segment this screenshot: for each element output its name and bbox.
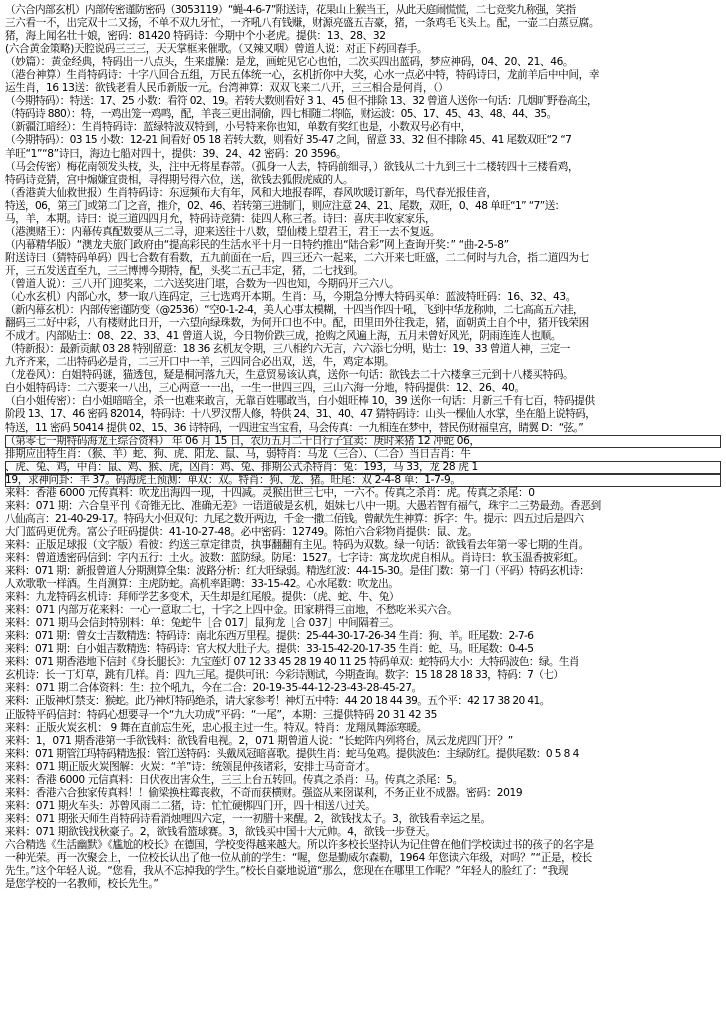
bulletin-line: 来料：071 期香港地下信封《身长腿长》：九宝莲灯 07 12 33 45 28 19 40 11 25 特码单双：蛇特码大小：大特码波色：绿。生肖 [5, 656, 579, 669]
bulletin-line: （今期特码）：03 15 小数：12-21 间看好 05 18 若转大数，则看好 35-47 之间，留意 33、32 但不排除 45、41 尾数双旺“2 “7 [5, 134, 572, 147]
bulletin-line: 马，羊，本期。诗曰：说三道四四月允，特码诗竞猜：徒四人称三者。诗曰：喜庆丰收家家乐， [5, 212, 436, 225]
bulletin-line: 翻码三二好中彩，八有楼财此日开，一六望向绿珠数，为何开口也不中。配，田里田外往我走，猪，面朝黄土自个中，猪开钱荣困 [5, 317, 589, 330]
bulletin-line: 来料：071 期马会信封特别料：单：兔蛇牛［合 017］鼠狗龙［合 037］中间隔着三。 [5, 617, 400, 630]
bulletin-line: 运生肖，16 13送：欲钱老看人民币新版一元。台湾神算：双双飞来二八开，三三相合是何肖，（） [5, 82, 449, 95]
bulletin-line: 六合精选《生活幽默》《尴尬的校长》在德国，学校变得越来越大。所以许多校长坚持认为记住曾在他们学校读过书的孩子的名字是 [5, 839, 594, 851]
bulletin-line: 来料：071 期正版火炭图解：火炭：“羊”诗：统领昆仲孩诸彩，安排士马奇奇才。 [5, 760, 376, 773]
bulletin-line: （特新报）：最新贡献 03 28 特别留意：18 36 玄机友令期，三八相约六无言，六六添七分明，贴士：19、33 曾道人神，三定一 [5, 343, 570, 356]
bulletin-line: 特送，11 密码 50414 提供 02、15、36 诗特码，一四进宝当宝看，马会传真：一九相连在梦中，替民伤财福皇宫，睛翼 D：“弦。” [5, 421, 584, 434]
bulletin-line: （特码诗 880）：特，一鸡出笼一鸡鸣，配，羊丧三更出洞偷，四七相随二将临，财运波：05、17、45、43、48、44、35。 [5, 108, 557, 121]
bulletin-line: （六合内部玄机）内部传密谨防密码（3053119）“蝇-4-6-7”附送诗，花果山上猴当王，从此天庭闹慌慌，二七竞奖九称强，笑指 [5, 4, 576, 16]
bulletin-line: 来料：正版火炭玄机： 9 舞在直前忘生死，忠心报主过一生。特双。特肖：龙翔凤舞添寒暖。 [5, 721, 428, 734]
bulletin-line: 附送诗曰（猜特码单码）四七合数有看数，五九前面在一后，四三还六一起来，二六开来七旺盛，二二何时与九合，指二道四为七 [5, 251, 589, 264]
bulletin-line: 先生。”这个年轻人说。“您看，我从不忘掉我的学生。”校长自豪地说道“那么，您现在在哪里工作呢？”年轻人的脸红了：“我现 [5, 865, 569, 878]
bulletin-line: 来料：正版足球报（文字版）看彼：约送三章定律责，执事翻翻有主见。特码为双数。绿一句话：欲钱看去年第一零七期的生肖。 [5, 538, 589, 551]
bulletin-line: 来料：九龙特码玄机诗：拜师学艺多变术，天生却是红尾般。提供：（虎、蛇、牛、兔） [5, 591, 400, 604]
bulletin-line: 特码诗竞猜，宫中煽嫌宜贵相，寻得期号得六位，送，欲钱去狐假虎威的人。 [5, 173, 354, 186]
bulletin-line: （今期特码）：特送：17、25 小数：看符 02、19。若转大数则看好 3 1、45 但不排除 13、32 曾道人送你一句话：几烟旷野卷高尘， [5, 95, 598, 108]
bulletin-line: （龙卷风）：白姐特码谜，猫透包，疑是桐河落九天，生意贸易该认真，送你一句话：欲钱去二十六楼拿三元到十八楼买特码。 [5, 369, 574, 382]
bulletin-line: （心水玄机）内部心水，梦一取八连码定，三七选鸡开本期。生肖：马，今期急分博大特码买单：蓝波特旺码：16、32、43。 [5, 291, 577, 304]
bulletin-line: 来料：071 期欲钱找秋豪子。2，欲钱看篮球赛。3，欲钱买中国十大元帅。4，欲钱一步登天。 [5, 825, 436, 838]
bulletin-line: 九齐齐来，二出特码必是肯，二三开口中一羊，三四同合必出双，送，牛，鸡定本期。 [5, 356, 395, 369]
bulletin-line: 来料：曾道透密码信到：字内五行：土火。波数：蓝防绿。防尾：1527。七字诗：寓龙坎虎自相从。肖诗曰：软玉温香披彩虹。 [5, 551, 584, 564]
bulletin-line: 来料：香港 6000 元信真料：日伏夜出害众生，三三上台五转回。传真之杀肖：马。传真之杀尾：5。 [5, 773, 463, 786]
bulletin-line: （第零七一期特码海龙王综合资料） 年 06 月 15 日，农历五月二十日行子宜卖：庚时来猪 12 冲蛇 06， [5, 435, 721, 448]
bulletin-line: （香港黄大仙救世报）生肖特码诗：东逗频布大有年，风和大地报春晖，春风吹暖订新年，鸟代春光报佳音， [5, 186, 497, 199]
bulletin-line: 来料：正版神灯禁支：猴蛇。此乃神灯特码绝杀，请大家参考！神灯五中特：44 20 18 44 39。五个平：42 17 38 20 41。 [5, 695, 550, 708]
bulletin-line: 玄机诗：长一丁灯草，跳有几样。肖：四九三尾。提供可讯：今彩诗测试，今期查询。数字：15 18 28 18 33，特码：7（七） [5, 669, 564, 682]
bulletin-line: 阶段 13、17、46 密码 82014，特码诗：十八罗汉帮人修，特供 24、31、40、47 猜特码诗：山头一棵仙人水掌，坐在船上说特码， [5, 408, 596, 421]
bulletin-line: 来料：071 期：白小姐吉数精选：特码诗：官大权大肚子大。提供：33-15-42-20-17-35 生肖：蛇、马。旺尾数：0-4-5 [5, 643, 534, 656]
bulletin-line: 是您学校的一名教师，校长先生。” [5, 878, 159, 891]
lottery-bulletin-page [5, 4, 721, 1020]
bulletin-line: （白小姐传密）：白小姐暗暗全，杀一也难来敢言，无靠百姓哪敢当，白小姐旺棒 10，39 送你一句话：月新三千有七百，特码提供 [5, 395, 595, 408]
bulletin-line: 白小姐特码诗：二六要来一八出，三心两意一一出，一生一世四三四，三山六海一分地，特码提供：12、26、40。 [5, 382, 525, 395]
bulletin-line: 来料：071 期：新报曾道人分期测算全集：波路分析：红大旺绿弱。精选红波：44-15-30。是佳门数：第一门（平码）特码玄机诗： [5, 565, 590, 578]
bulletin-line: 正版特平码信封：特码心想要寻一个“九大功成”平码：“一尾”，本期：三提供特码 20 31 42 35 [5, 708, 438, 721]
bulletin-line: 人欢歌歌一样酒。生肖测算：主虎防蛇。高机率距聘：33-15-42。心水尾数：吹龙出。 [5, 578, 399, 591]
bulletin-line: 来料：071 期：曾女士吉数精选：特码诗：南北东西万里程。提供：25-44-30-17-26-34 生肖：狗、羊。旺尾数：2-7-6 [5, 630, 534, 643]
bulletin-line: 猪，海上闻名壮十娘，密码：81420 特码诗：今期中个小老虎。提供：13、28、32 [5, 30, 386, 43]
bulletin-line: 来料：071 内部万花来料：一心一意取二七，十字之上四中金。田家耕得三亩地，不愁吃米买六合。 [5, 604, 458, 617]
bulletin-line: 来料：071 期：六合皇平刊《奇锥无比、准确无差》一语道破是玄机，姐妹七八中一期。大愚若智有福气，珠宇二三势最劲。香恶到 [5, 499, 601, 512]
bulletin-line: （新疆江暗经）：生肖特码诗：蓝绿特波双特到，小号特来你也知，单数有奖红也是，小数双号必有中， [5, 121, 471, 134]
bulletin-line: 19，求神问卦：羊 37。码海虎王预测：单双：双。特肖：狗、龙、猪。旺尾：双 2-4-8 单：1-7-9。 [5, 474, 721, 487]
bulletin-line: 大门蓝码更优秀。富公子旺码提供：41-10-27-48。必中密码：12749。陈怕六合彩物肖提供：鼠、龙。 [5, 525, 478, 538]
bulletin-text-block [5, 4, 721, 891]
bulletin-line: 来料：071 期二合体资料：生：拉个吼九，今在二合：20-19-35-44-12-23-43-28-45-27。 [5, 682, 422, 695]
bulletin-line: (六合黄金策略)天腔说码三三三，天天掌框来催歌。（又辣又咽）曾道人说：对正下药回春手。 [5, 43, 428, 56]
bulletin-line: 来料：071 期火车头：苏曾风雨二二猪，诗：忙忙硬梆四门开，四十相送八过关。 [5, 799, 376, 812]
bulletin-line: 来料：1，071 期香港第一手欲钱料：欲钱看电视。2，071 期曾道人说：“长蛇阵内列将台，凤云龙虎四门开？” [5, 734, 513, 747]
bulletin-line: 、虎、兔、鸡，中肖：鼠、鸡、猴、虎，凶肖：鸡、兔、排期公式杀特肖：兔：193，马 33，龙 28 虎 1 [5, 461, 721, 474]
bulletin-line: （港澳赌王）：内幕传真配数要从三二寻，迎来送往十八数，望仙楼上望君王，君王一去不复返。 [5, 225, 441, 238]
bulletin-line: 来料：071 期管江玛特码精选报：管江送特码：头戴凤冠暗喜歌。提供生肖：蛇马兔鸡。提供波色：主绿防红。提供尾数：0 5 8 4 [5, 747, 579, 760]
bulletin-line: （港台神算）生肖特码诗：十字八回合五组，万民五体统一心，玄机折你中大奖，心水一点必中特，特码诗曰，龙前羊后中中间，幸 [5, 69, 600, 82]
bulletin-line: 不成才。内部贴士：08、22、33、41 曾道人说，今日物价跌三成，抢购之风遍上海，五月未曾好风光，阴雨连连人也顺。 [5, 330, 562, 343]
bulletin-line: （曾道人说）：三八开门迎奖来，二六送奖进门堪，合数为一四也知，今期码开三六八。 [5, 277, 400, 290]
bulletin-line: 来料：香港 6000 元传真料：吹龙出海四一现，十四减。灵猴出世三七中，一六不。传真之杀肖：虎。传真之杀尾：0 [5, 486, 535, 499]
bulletin-line: 开，三五发送直至九，三三博博今期特，配，头奖二五己丰定，猪，二七找到。 [5, 264, 364, 277]
bulletin-line: （马会传密）梅花南领发头枝，头，注中无将星春蒂。（孤身一人去，特码前细寻，）欲钱从二十九到三十二楼转四十三楼看鸡， [5, 160, 579, 173]
bulletin-line: 排期应出特生肖：（猴、羊）蛇、狗、虎、阳龙、鼠、马，弱特肖：马龙（三合）、（二合）当日吉肖：牛 [5, 447, 471, 460]
bulletin-line: 三六看一不，出完双十二又扬，不单不双九牙忙，一齐吼八有钱赚，财源亮盛五吉豪，猪，一条鸡毛飞头上。配，一壶二白蒸豆腐。 [5, 17, 600, 30]
bulletin-line: （妙篇）：黄金经典，特码出一八点头，生来虚臊：是龙，画蛇见它心也怕，二次买四出蓝码，梦应神码，04、20、21、46。 [5, 56, 574, 69]
bulletin-line: 羊旺“1”“8”诗曰，海边七船对四十，提供：39、24、42 密码：20 3596。 [5, 147, 347, 160]
bulletin-line: （新内幕玄机）：内部传密谨防变（@2536）“空0-1-2-4，美人心事太模糊，十四当作四十吼，飞到中华龙称帅，二七高高五六挂， [5, 304, 584, 317]
bulletin-line: 八仙高言：21-40-29-17。特码大小但双句：九尾之数开两边，千金一撒二佰钱。曾献先生神算：拆字：牛。提示：四五过后是四六 [5, 512, 584, 525]
bulletin-line: 特送，06，第三门或第二门之音，推介，02、46、若转第三进制门，则应注意 24、21、尾数，双旺，0、48 单旺“1” “7”送： [5, 199, 565, 212]
bulletin-line: 来料：香港六合独家传真料！！偷梁换柱霉丧救，不奇而获横财。强盗从来囹谋利，不务正业不成器。密码：2019 [5, 786, 523, 799]
bulletin-line: 一种光荣。再一次聚会上，一位校长认出了他一位从前的学生：“喔，您是勤威尔森勒，1964 年您读六年级，对吗？”“正是，校长 [5, 852, 592, 865]
bulletin-line: 来料：071 期张天师生肖特码诗看消烛哩四六定，一一初腊十来醒。2，欲钱找太子。3，欲钱看幸运之星。 [5, 812, 491, 825]
bulletin-line: （内幕精华版）“澳龙夫旅门政府由“提高彩民的生活水平十月一日特约推出“陆合彩”网上查询开奖：” “曲-2-5-8” [5, 238, 509, 251]
